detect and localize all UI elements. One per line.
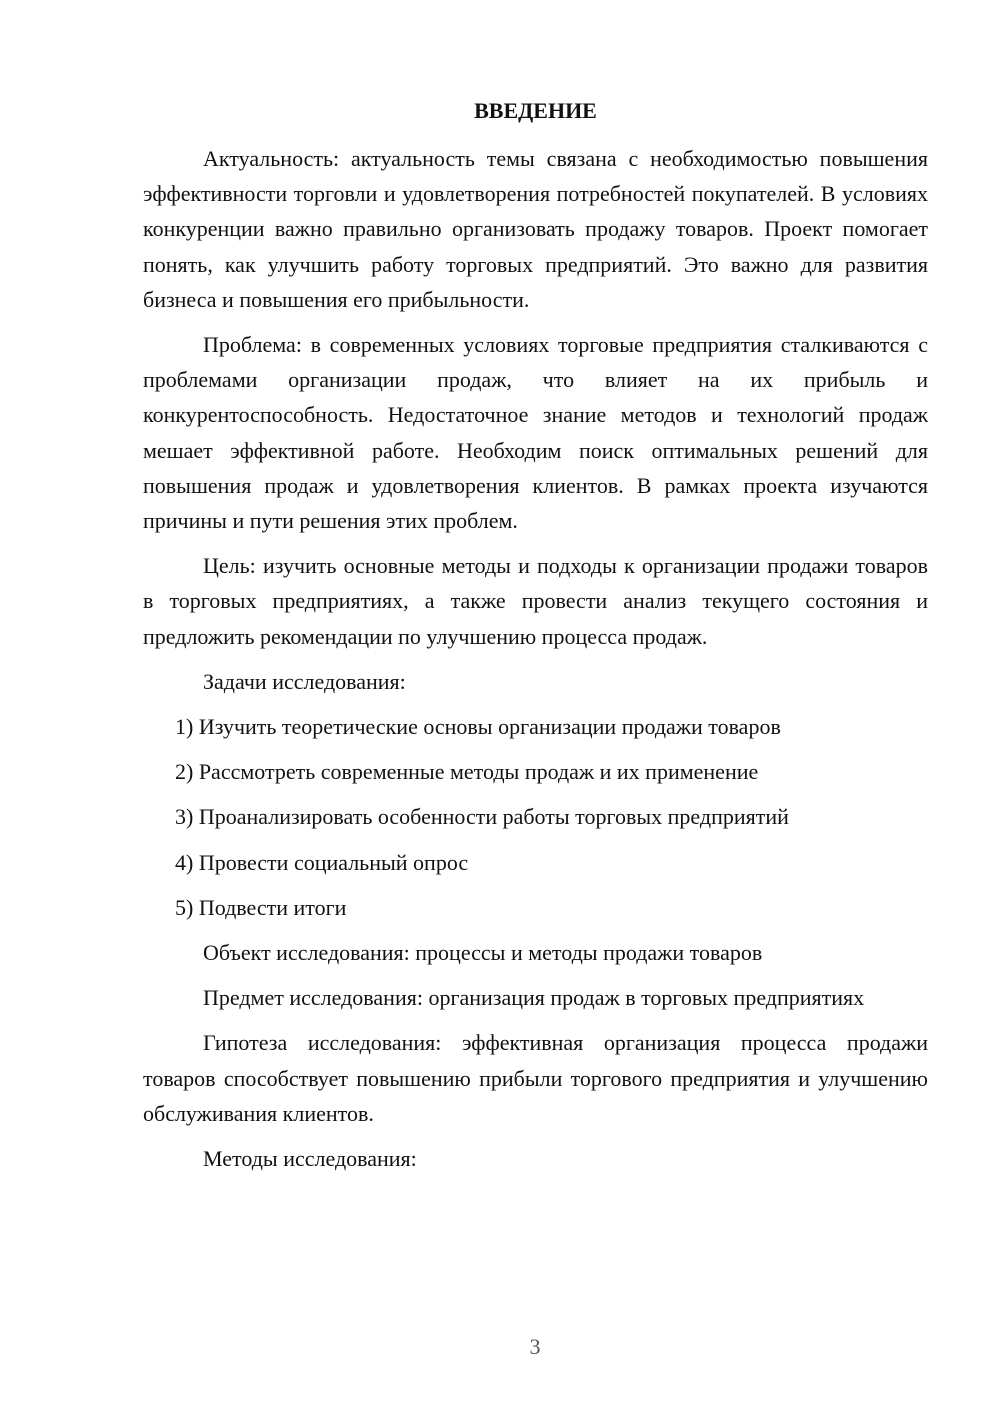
paragraph-hypothesis: Гипотеза исследования: эффективная организация процесса продажи товаров способствует повышению прибыли торгового предприятия и улучшению обслуживания клиентов. <box>143 1030 928 1126</box>
paragraph-object: Объект исследования: процессы и методы продажи товаров <box>203 940 763 966</box>
list-item: 3) Проанализировать особенности работы торговых предприятий <box>175 804 789 830</box>
page-number: 3 <box>529 1334 541 1359</box>
list-item: 4) Провести социальный опрос <box>175 849 469 875</box>
body-text <box>143 141 928 1186</box>
list-item: 2) Рассмотреть современные методы продаж и их применение <box>175 759 759 785</box>
page-title: ВВЕДЕНИЕ <box>474 98 597 123</box>
paragraph-relevance: Актуальность: актуальность темы связана с необходимостью повышения эффективности торговли и удовлетворения потребностей покупателей. В условиях конкуренции важно правильно организовать продажу товаров. Проект помогает понять, как улучшить работу торговых предприятий. Это важно для развития бизнеса и повышения его прибыльности. <box>143 146 928 312</box>
paragraph-goal: Цель: изучить основные методы и подходы к организации продажи товаров в торговых предприятиях, а также провести анализ текущего состояния и предложить рекомендации по улучшению процесса продаж. <box>143 553 928 649</box>
paragraph-problem: Проблема: в современных условиях торговые предприятия сталкиваются с проблемами организации продаж, что влияет на их прибыль и конкурентоспособность. Недостаточное знание методов и технологий продаж мешает эффективной работе. Необходим поиск оптимальных решений для повышения продаж и удовлетворения клиентов. В рамках проекта изучаются причины и пути решения этих проблем. <box>143 332 928 534</box>
paragraph-methods: Методы исследования: <box>203 1146 417 1172</box>
list-item: 1) Изучить теоретические основы организации продажи товаров <box>175 714 781 740</box>
tasks-list <box>143 709 928 925</box>
paragraph-subject: Предмет исследования: организация продаж в торговых предприятиях <box>203 985 865 1011</box>
list-item: 5) Подвести итоги <box>175 894 347 920</box>
paragraph-tasks-heading: Задачи исследования: <box>203 668 406 694</box>
